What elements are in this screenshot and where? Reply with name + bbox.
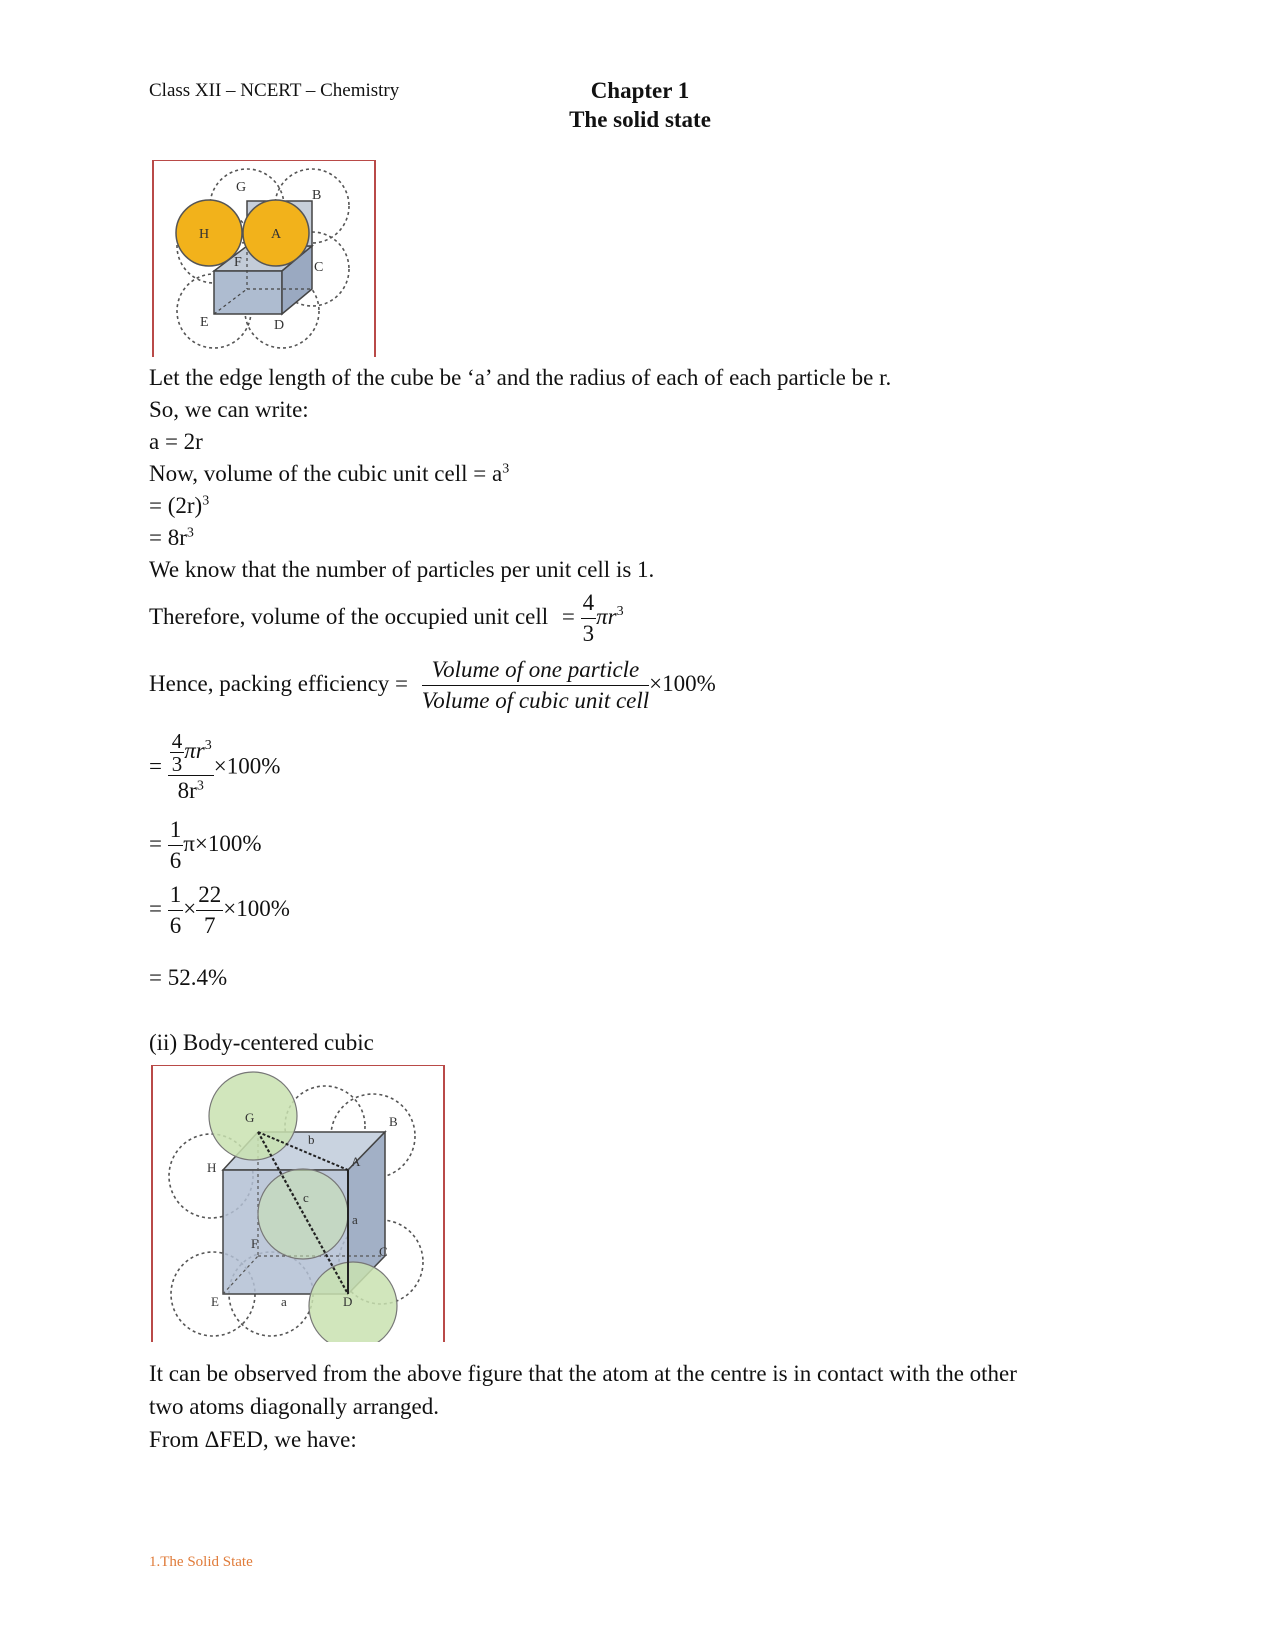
text-line-2r-cubed: = $(2r)^3$ (149, 493, 210, 518)
text-line-from-fed: From ΔFED, we have: (149, 1427, 357, 1452)
simple-cubic-diagram (154, 161, 374, 357)
step-fraction-4-3-over-8: = $\frac{4}{3}$ $\pi r^3$ $8r^3$ ×100% (149, 729, 281, 803)
label-b: B (312, 188, 322, 203)
text-line-8r-cubed: = $8r^3$ (149, 525, 194, 550)
bcc-diagram (153, 1066, 443, 1342)
step-one-sixth-22-7: = $\frac{1}{6}$ × $\frac{22}{7}$ ×100% (149, 882, 290, 938)
bcc-label-f: F (251, 1236, 259, 1251)
chapter-heading (520, 76, 760, 134)
atom-d (309, 1262, 397, 1342)
text-line-edge-length: Let the edge length of the cube be ‘a’ and the radius of each of each particle be r. (149, 365, 892, 390)
text-line-packing-efficiency: Hence, packing efficiency = $\frac{\text{Volume of one particle}}{\text{Volume of cubic unit cell}}$ ×100% (149, 657, 716, 713)
label-g: G (236, 180, 247, 195)
text-line-a-equals: a = 2r (149, 429, 203, 454)
bcc-label-c: C (379, 1244, 388, 1259)
text-line-observation-1: It can be observed from the above figure that the atom at the centre is in contact with the other (149, 1361, 1017, 1386)
bcc-label-g: G (245, 1110, 255, 1125)
text-line-occupied-volume: Therefore, volume of the occupied unit cell = $\frac{4}{3}$ $\pi r^3$ (149, 590, 624, 646)
text-line-volume-cubic: Now, volume of the cubic unit cell = $a^3$ (149, 461, 510, 486)
header-left: Class XII – NCERT – Chemistry (149, 80, 400, 101)
bcc-label-b-small: b (308, 1132, 315, 1147)
label-e: E (200, 315, 209, 330)
bcc-figure (151, 1065, 445, 1342)
label-h: H (199, 227, 210, 242)
bcc-label-a-small: a (352, 1212, 358, 1227)
label-d: D (274, 318, 285, 333)
chapter-title: The solid state (569, 107, 711, 132)
bcc-label-b: B (389, 1114, 398, 1129)
text-line-observation-2: two atoms diagonally arranged. (149, 1394, 439, 1419)
bcc-label-a-bottom: a (281, 1294, 287, 1309)
bcc-label-a: A (351, 1154, 361, 1169)
simple-cubic-figure (152, 160, 376, 357)
label-c: C (314, 260, 324, 275)
label-a: A (271, 227, 282, 242)
chapter-number: Chapter 1 (590, 78, 690, 103)
bcc-label-c-small: c (303, 1190, 309, 1205)
text-line-so-write: So, we can write: (149, 397, 309, 422)
bcc-label-h: H (207, 1160, 217, 1175)
step-result: = 52.4% (149, 965, 228, 990)
footer-chapter-name: 1.The Solid State (149, 1554, 253, 1570)
bcc-heading: (ii) Body-centered cubic (149, 1030, 374, 1055)
text-line-particles-per-cell: We know that the number of particles per unit cell is 1. (149, 557, 655, 582)
step-one-sixth-pi: = $\frac{1}{6}$ π×100% (149, 817, 262, 873)
label-f: F (234, 255, 242, 270)
bcc-label-e: E (211, 1294, 219, 1309)
bcc-label-d: D (343, 1294, 353, 1309)
